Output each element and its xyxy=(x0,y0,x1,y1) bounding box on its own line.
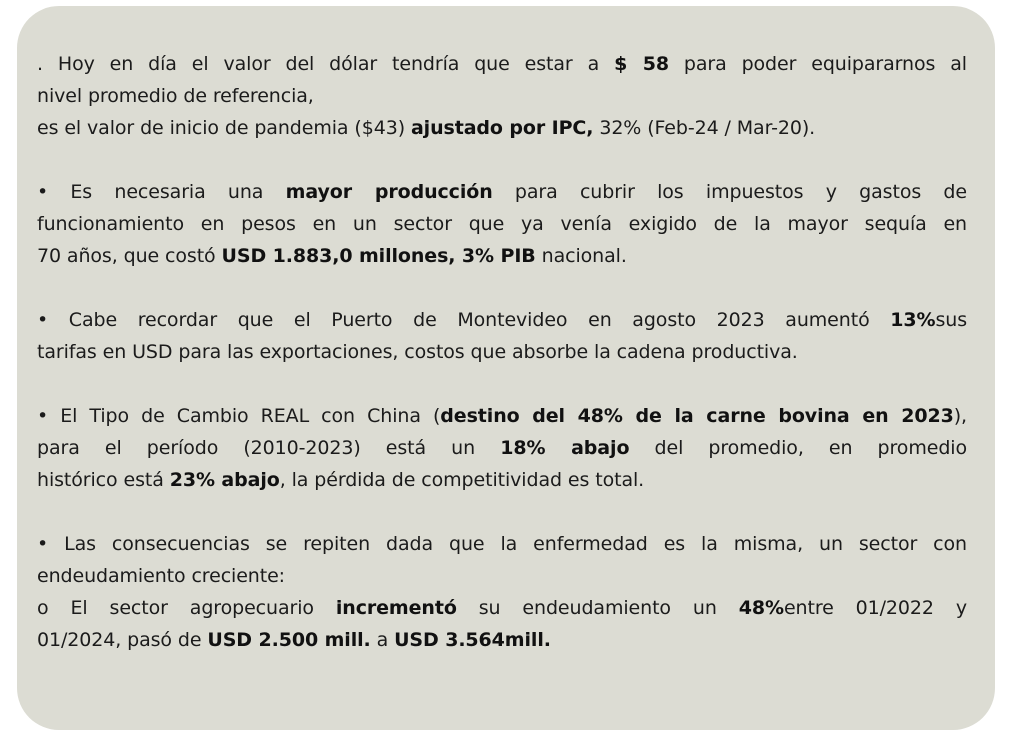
text: , la pérdida de competitividad es total. xyxy=(279,469,645,491)
text: o El sector agropecuario xyxy=(37,597,336,619)
bold-text: incrementó xyxy=(335,597,457,619)
text: para cubrir los impuestos y gastos de xyxy=(492,181,967,203)
text: 32% (Feb-24 / Mar-20). xyxy=(593,117,816,139)
line xyxy=(37,528,967,560)
text: . Hoy en día el valor del dólar tendría que estar a xyxy=(37,53,615,75)
text: a xyxy=(370,629,395,651)
bold-text: destino del 48% de la carne bovina en 2023 xyxy=(440,405,954,427)
line xyxy=(37,304,967,336)
text: tarifas en USD para las exportaciones, costos que absorbe la cadena productiva. xyxy=(37,341,798,363)
document-body xyxy=(37,48,967,656)
bold-text: USD 3.564mill. xyxy=(394,629,551,651)
line xyxy=(37,208,967,240)
text: es el valor de inicio de pandemia ($43) xyxy=(37,117,411,139)
bold-text: ajustado por IPC, xyxy=(410,117,594,139)
line xyxy=(37,336,967,368)
paragraph-gap xyxy=(37,272,967,304)
text: 70 años, que costó xyxy=(37,245,222,267)
line xyxy=(37,400,967,432)
text: histórico está xyxy=(37,469,170,491)
bold-text: USD 2.500 mill. xyxy=(207,629,371,651)
text: nivel promedio de referencia, xyxy=(37,85,314,107)
line xyxy=(37,624,967,656)
line xyxy=(37,464,967,496)
paragraph-dollar-value xyxy=(37,48,967,144)
line xyxy=(37,80,967,112)
text: ), xyxy=(953,405,967,427)
text: su endeudamiento un xyxy=(456,597,739,619)
line xyxy=(37,240,967,272)
text: • Cabe recordar que el Puerto de Montevideo en agosto 2023 aumentó xyxy=(37,309,891,331)
line xyxy=(37,432,967,464)
paragraph-port-tariffs xyxy=(37,304,967,368)
paragraph-gap xyxy=(37,496,967,528)
paragraph-exchange-rate xyxy=(37,400,967,496)
text-card xyxy=(17,6,995,730)
text: 01/2024, pasó de xyxy=(37,629,208,651)
text: del promedio, en promedio xyxy=(629,437,967,459)
bold-text: 48% xyxy=(738,597,784,619)
bold-text: 18% abajo xyxy=(500,437,630,459)
bold-text: 23% abajo xyxy=(169,469,280,491)
text: entre 01/2022 y xyxy=(783,597,967,619)
text: para poder equipararnos al xyxy=(668,53,967,75)
paragraph-gap xyxy=(37,368,967,400)
text: nacional. xyxy=(535,245,627,267)
paragraph-production xyxy=(37,176,967,272)
line xyxy=(37,592,967,624)
text: endeudamiento creciente: xyxy=(37,565,285,587)
bold-text: $ 58 xyxy=(614,53,669,75)
bold-text: mayor producción xyxy=(285,181,493,203)
bold-text: USD 1.883,0 millones, 3% PIB xyxy=(221,245,536,267)
paragraph-debt xyxy=(37,528,967,656)
text: • Es necesaria una xyxy=(37,181,286,203)
text: • Las consecuencias se repiten dada que la enfermedad es la misma, un sector con xyxy=(37,533,967,555)
text: sus xyxy=(935,309,967,331)
text: funcionamiento en pesos en un sector que ya venía exigido de la mayor sequía en xyxy=(37,213,967,235)
line xyxy=(37,560,967,592)
text: para el período (2010-2023) está un xyxy=(37,437,501,459)
text: • El Tipo de Cambio REAL con China ( xyxy=(37,405,441,427)
bold-text: 13% xyxy=(890,309,936,331)
line xyxy=(37,112,967,144)
paragraph-gap xyxy=(37,144,967,176)
line xyxy=(37,48,967,80)
line xyxy=(37,176,967,208)
